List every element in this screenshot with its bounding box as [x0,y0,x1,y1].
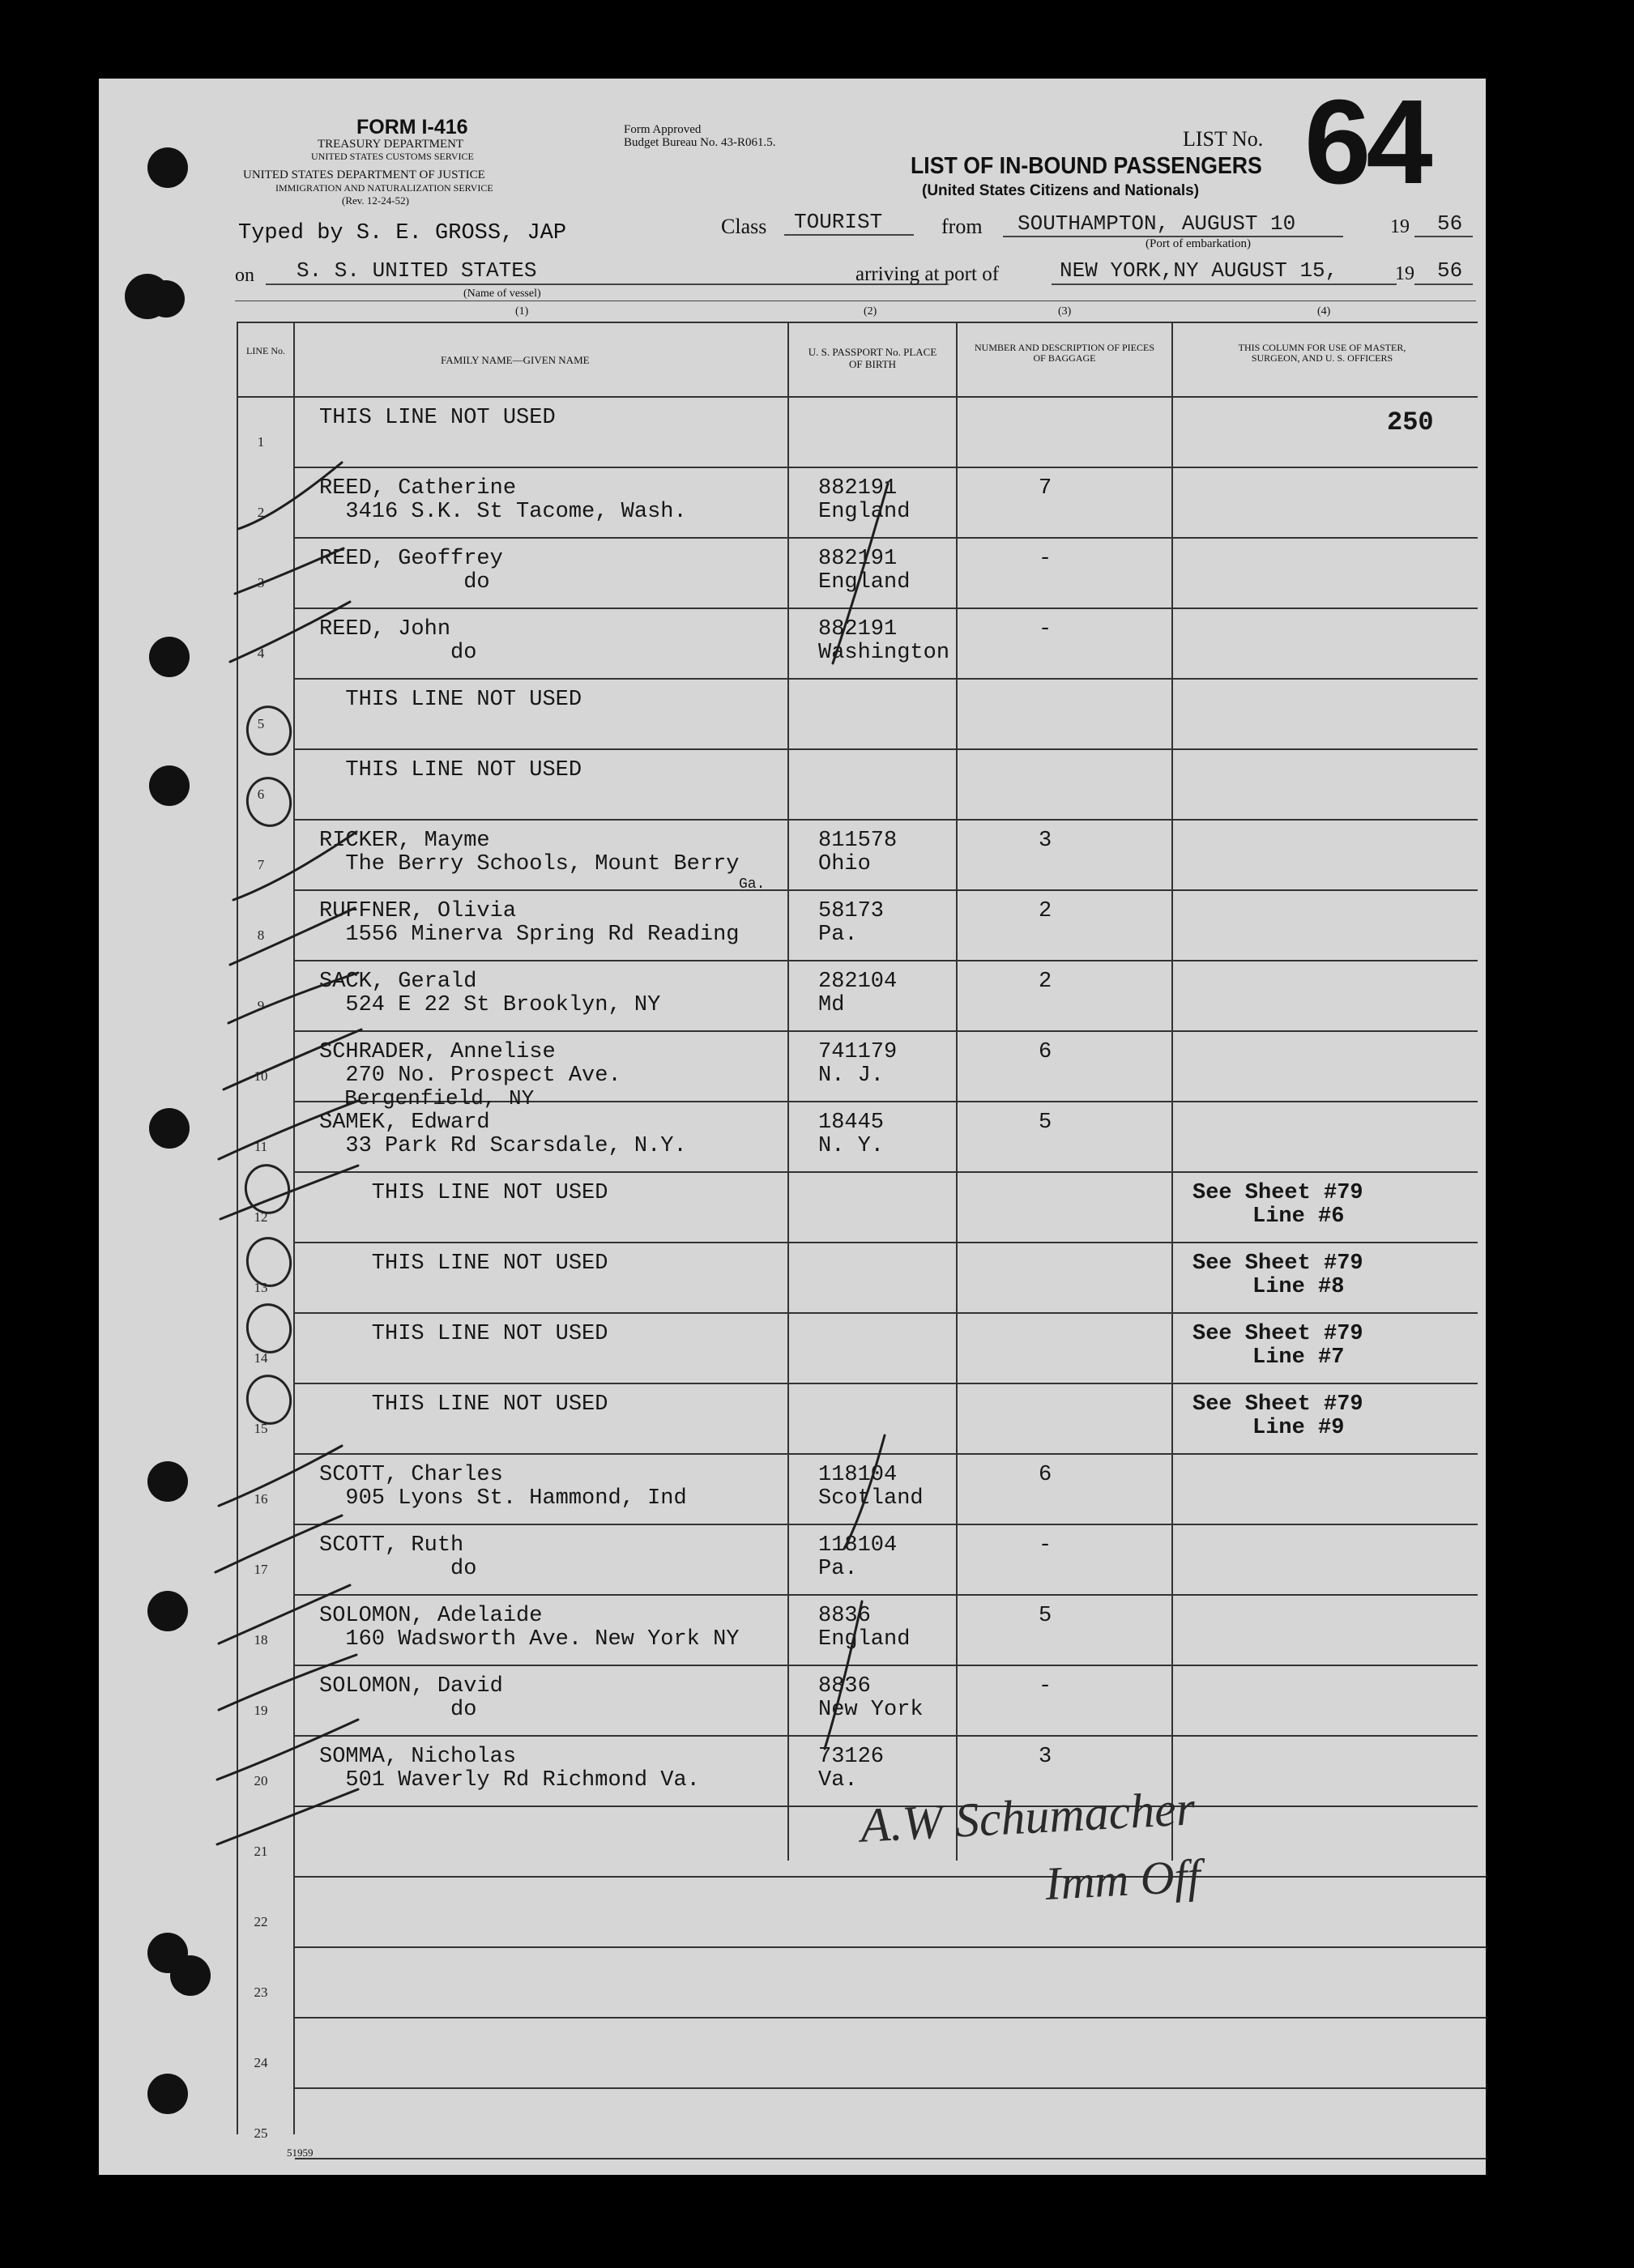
arriving-label: arriving at port of [855,263,1000,285]
passenger-name: THIS LINE NOT USED [319,1392,608,1417]
officer-note: See Sheet #79 [1192,1181,1363,1205]
dept-customs: UNITED STATES CUSTOMS SERVICE [311,151,474,162]
baggage-count: - [1039,547,1052,571]
passenger-name: SACK, Gerald [319,970,477,994]
passenger-address: 160 Wadsworth Ave. New York NY [319,1627,740,1652]
binder-hole [149,765,190,806]
binder-hole [147,1591,188,1631]
check-mark [219,1446,342,1506]
class-value: TOURIST [794,210,883,234]
year-prefix-1: 19 [1390,216,1410,237]
passport-number: 741179 [818,1040,898,1064]
line-number: 25 [254,2125,268,2141]
budget-bureau: Budget Bureau No. 43-R061.5. [624,136,776,149]
arrival-port: NEW YORK,NY AUGUST 15, [1060,258,1338,283]
passenger-name: THIS LINE NOT USED [319,1322,608,1346]
col3-number: (3) [1058,305,1072,318]
on-label: on [235,265,254,286]
binder-hole [147,1461,188,1502]
passenger-name: THIS LINE NOT USED [319,688,582,712]
passenger-name: SOLOMON, Adelaide [319,1604,543,1628]
check-mark [217,1789,358,1844]
check-mark [224,1030,361,1089]
col-header-line-no: LINE No. [246,345,285,356]
place-of-birth: Md [818,993,845,1017]
officer-note: 250 [1387,407,1434,437]
line-number: 21 [254,1844,268,1859]
passport-number: 882191 [818,476,898,501]
place-of-birth: New York [818,1698,924,1722]
baggage-count: 3 [1039,1745,1052,1769]
passenger-name: REED, Catherine [319,476,517,501]
officer-note-line: Line #6 [1252,1204,1345,1229]
passenger-address: 270 No. Prospect Ave. [319,1064,621,1088]
year-2: 56 [1437,258,1463,283]
footer-code: 51959 [287,2146,314,2159]
line-number: 17 [254,1562,268,1577]
signature-name: A.W Schumacher [859,1781,1197,1852]
line-number: 11 [254,1139,268,1154]
passenger-address: 3416 S.K. St Tacome, Wash. [319,500,687,524]
list-no-label: LIST No. [1183,127,1264,151]
form-sheet [99,75,1486,2175]
line-number: 8 [257,927,265,943]
line-number: 4 [257,646,265,661]
dept-justice: UNITED STATES DEPARTMENT OF JUSTICE [243,168,485,181]
passenger-name: THIS LINE NOT USED [319,1251,608,1276]
baggage-count: 3 [1039,829,1052,853]
passport-number: 8836 [818,1674,871,1699]
passenger-address: 1556 Minerva Spring Rd Reading [319,923,740,947]
col-header-passport: U. S. PASSPORT No. PLACE OF BIRTH [808,346,937,370]
check-mark [230,908,355,965]
place-of-birth: Scotland [818,1486,924,1511]
officer-note: See Sheet #79 [1192,1251,1363,1276]
baggage-count: - [1039,617,1052,642]
line-number: 18 [254,1632,268,1648]
passenger-name: SOMMA, Nicholas [319,1745,517,1769]
check-mark [230,602,350,662]
passenger-address: do [319,1557,477,1581]
year-prefix-2: 19 [1395,263,1414,284]
passenger-address: do [319,641,477,665]
passport-number: 73126 [818,1745,885,1769]
line-number: 12 [254,1209,268,1225]
line-number: 16 [254,1491,268,1507]
line-number: 19 [254,1703,268,1718]
passport-number: 882191 [818,617,898,642]
address-continuation: Bergenfield, NY [319,1086,535,1111]
list-title: LIST OF IN-BOUND PASSENGERS [911,153,1262,179]
passenger-name: RUFFNER, Olivia [319,899,517,923]
binder-hole [170,1955,211,1996]
year-1: 56 [1437,211,1463,236]
from-label: from [941,215,983,238]
baggage-count: 5 [1039,1111,1052,1135]
passenger-address: The Berry Schools, Mount Berry [319,852,740,876]
form-revision: (Rev. 12-24-52) [342,194,409,207]
col-header-baggage: NUMBER AND DESCRIPTION OF PIECES OF BAGGAGE [974,342,1155,364]
vessel-label: (Name of vessel) [463,288,541,300]
officer-note-line: Line #7 [1252,1345,1345,1370]
passenger-address: 905 Lyons St. Hammond, Ind [319,1486,687,1511]
passenger-address: 524 E 22 St Brooklyn, NY [319,993,661,1017]
baggage-count: 2 [1039,970,1052,994]
passport-number: 58173 [818,899,885,923]
pencil-marks [99,75,1486,2175]
binder-hole [147,147,188,188]
dept-treasury: TREASURY DEPARTMENT [318,138,464,151]
check-mark [215,1516,342,1572]
line-number: 5 [257,716,265,731]
family-bracket [833,484,888,663]
from-value: SOUTHAMPTON, AUGUST 10 [1018,211,1296,236]
check-mark [219,1101,358,1159]
place-of-birth: Pa. [818,1557,858,1581]
check-mark [219,1655,356,1710]
line-number: 14 [254,1350,268,1366]
officer-note: See Sheet #79 [1192,1322,1363,1346]
line-number: 9 [257,998,265,1013]
line-number: 2 [257,505,265,520]
check-mark [233,832,356,900]
class-label: Class [721,215,767,238]
place-of-birth: England [818,570,911,595]
passenger-name: REED, John [319,617,451,642]
check-mark [217,1720,358,1780]
check-mark [238,463,342,529]
officer-note: See Sheet #79 [1192,1392,1363,1417]
passenger-address: do [319,570,490,595]
passenger-address: 501 Waverly Rd Richmond Va. [319,1768,700,1793]
passenger-address: 33 Park Rd Scarsdale, N.Y. [319,1134,687,1158]
passport-number: 118104 [818,1533,898,1558]
passenger-name: THIS LINE NOT USED [319,406,556,430]
passenger-name: SOLOMON, David [319,1674,503,1699]
line-number: 3 [257,575,265,590]
dept-ins: IMMIGRATION AND NATURALIZATION SERVICE [275,182,493,194]
passenger-name: SAMEK, Edward [319,1111,490,1135]
passport-number: 8836 [818,1604,871,1628]
port-embark-label: (Port of embarkation) [1146,237,1251,250]
passenger-name: RICKER, Mayme [319,829,490,853]
line-number: 10 [254,1068,268,1084]
check-mark [235,548,343,594]
line-number: 7 [257,857,265,872]
line-number: 24 [254,2055,268,2070]
family-bracket [825,1601,862,1749]
baggage-count: 5 [1039,1604,1052,1628]
col-header-officers: THIS COLUMN FOR USE OF MASTER, SURGEON, AND U. S. OFFICERS [1238,342,1406,364]
place-of-birth: N. J. [818,1064,885,1088]
list-number: 64 [1304,75,1428,209]
passport-number: 882191 [818,547,898,571]
officer-note-line: Line #9 [1252,1416,1345,1440]
line-number: 1 [257,434,265,450]
form-number: FORM I-416 [356,116,468,139]
baggage-count: - [1039,1533,1052,1558]
col1-number: (1) [515,305,529,318]
line-number: 20 [254,1773,268,1788]
place-of-birth: Pa. [818,923,858,947]
line-number: 13 [254,1280,268,1295]
family-bracket [844,1435,885,1549]
passenger-name: SCHRADER, Annelise [319,1040,556,1064]
binder-hole [147,280,185,318]
passport-number: 282104 [818,970,898,994]
address-continuation: Ga. [739,876,766,893]
check-mark [228,973,358,1023]
place-of-birth: England [818,1627,911,1652]
vessel-name: S. S. UNITED STATES [297,258,537,283]
form-approved: Form Approved [624,123,702,136]
col4-number: (4) [1317,305,1331,318]
passenger-address: do [319,1698,477,1722]
baggage-count: 7 [1039,476,1052,501]
line-number: 22 [254,1914,268,1929]
signature-title: Imm Off [1043,1849,1202,1910]
passenger-name: SCOTT, Charles [319,1463,503,1487]
passenger-name: REED, Geoffrey [319,547,503,571]
baggage-count: 2 [1039,899,1052,923]
baggage-count: 6 [1039,1463,1052,1487]
col-header-name: FAMILY NAME—GIVEN NAME [441,354,590,366]
passenger-name: THIS LINE NOT USED [319,758,582,782]
passport-number: 18445 [818,1111,885,1135]
passenger-name: THIS LINE NOT USED [319,1181,608,1205]
place-of-birth: England [818,500,911,524]
list-subtitle: (United States Citizens and Nationals) [922,182,1200,199]
passenger-name: SCOTT, Ruth [319,1533,464,1558]
passport-number: 118104 [818,1463,898,1487]
officer-note-line: Line #8 [1252,1275,1345,1299]
baggage-count: - [1039,1674,1052,1699]
place-of-birth: Washington [818,641,950,665]
typed-by: Typed by S. E. GROSS, JAP [238,221,567,245]
place-of-birth: Va. [818,1768,858,1793]
col2-number: (2) [864,305,877,318]
line-number: 15 [254,1421,268,1436]
place-of-birth: N. Y. [818,1134,885,1158]
line-number: 23 [254,1985,268,2000]
passport-number: 811578 [818,829,898,853]
check-mark [219,1585,350,1643]
binder-hole [149,1108,190,1149]
baggage-count: 6 [1039,1040,1052,1064]
line-number: 6 [257,787,265,802]
place-of-birth: Ohio [818,852,871,876]
binder-hole [149,637,190,677]
binder-hole [147,2074,188,2114]
